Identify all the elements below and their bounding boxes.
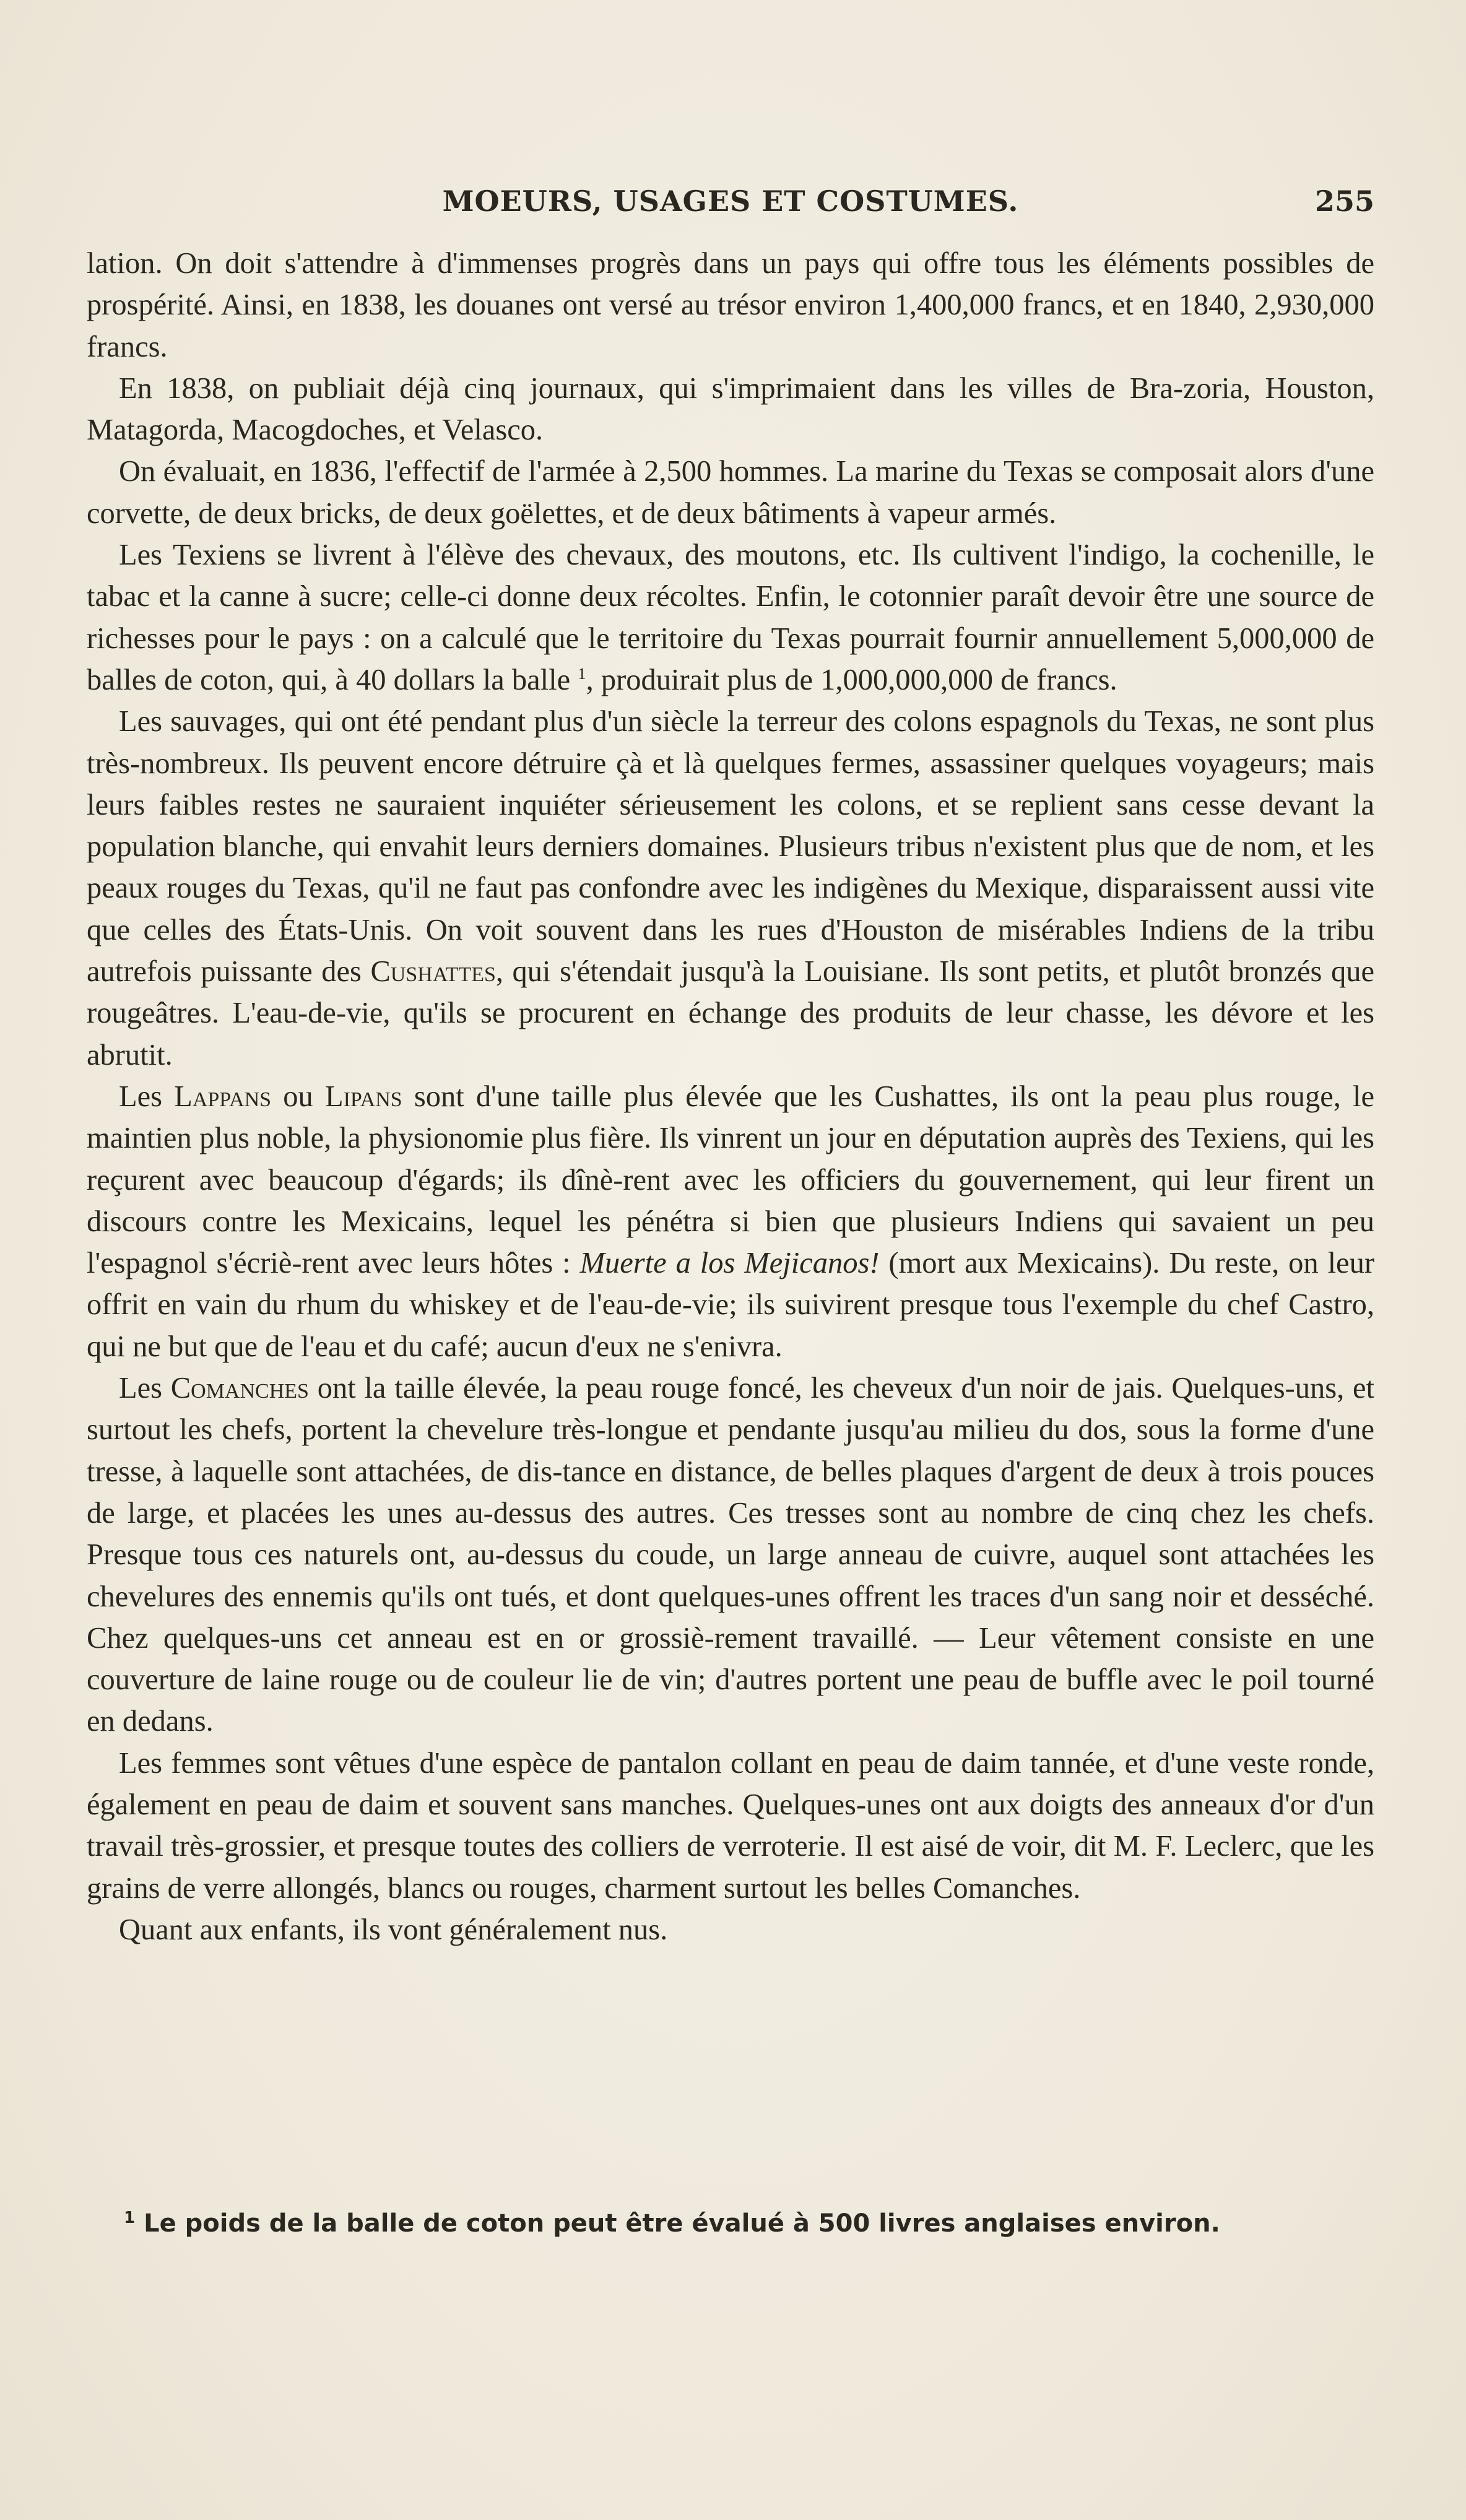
tribe-name-comanches: Comanches <box>170 1372 309 1405</box>
lipans-text-start: Les <box>119 1080 163 1113</box>
paragraph-children: Quant aux enfants, ils vont généralement nus. <box>119 1913 668 1946</box>
spanish-quote: Muerte a los Mejicanos! <box>579 1247 880 1280</box>
paragraph-continuation: lation. On doit s'attendre à d'immenses progrès dans un pays qui offre tous les éléments possibles de prospérité. Ainsi, en 1838, les douanes ont versé au trésor environ 1,400,000 francs, et en 1840, 2,930,000 francs. <box>87 247 1374 363</box>
paragraph-women: Les femmes sont vêtues d'une espèce de pantalon collant en peau de daim tannée, et d'une veste ronde, également en peau de daim et souvent sans manches. Quelques-unes ont aux doigts des anneaux d'or d'un travail très-grossier, et presque toutes des colliers de verroterie. Il est aisé de voir, dit M. F. Leclerc, que les grains de verre allongés, blancs ou rouges, charment surtout les belles Comanches. <box>87 1746 1374 1905</box>
comanches-text-start: Les <box>119 1372 163 1405</box>
agriculture-text-1: Les Texiens se livrent à l'élève des chevaux, des moutons, etc. Ils cultivent l'indigo, la cochenille, le tabac et la canne à sucre; celle-ci donne deux récoltes. Enfin, le cotonnier paraît devoir être une source de richesses pour le pays : on a calculé que le territoire du Texas pourrait fournir annuellement 5,000,000 de balles de coton, qui, à 40 dollars la balle <box>87 539 1374 696</box>
tribe-name-lappans: Lappans <box>174 1080 272 1113</box>
savages-text-1: Les sauvages, qui ont été pendant plus d'un siècle la terreur des colons espagnols du Texas, ne sont plus très-nombreux. Ils peuvent encore détruire çà et là quelques fermes, assassiner quelques voyageurs; mais leurs faibles restes ne sauraient inquiéter sérieusement les colons, et se replient sans cesse devant la population blanche, qui envahit leurs derniers domaines. Plusieurs tribus n'existent plus que de nom, et les peaux rouges du Texas, qu'il ne faut pas confondre avec les indigènes du Mexique, disparaissent aussi vite que celles des États-Unis. On voit souvent dans les rues d'Houston de misérables Indiens de la tribu autrefois puissante des <box>87 705 1374 989</box>
lipans-text-1: sont d'une taille plus élevée que les Cushattes, ils ont la peau plus rouge, le maintien plus noble, la physionomie plus fière. Ils vinrent un jour en députation auprès des Texiens, qui les reçurent avec beaucoup d'égards; ils dînè-rent avec les officiers du gouvernement, qui leur firent un discours contre les Mexicains, lequel les pénétra si bien que plusieurs Indiens qui savaient un peu l'espagnol s'écriè-rent avec leurs hôtes : <box>87 1080 1375 1280</box>
running-title: MOEURS, USAGES ET COSTUMES. <box>442 184 1019 218</box>
lipans-text-or: ou <box>283 1080 313 1113</box>
footnote-reference: 1 <box>578 664 586 683</box>
footnote <box>124 2201 1362 2241</box>
footnote-text: Le poids de la balle de coton peut être évalué à 500 livres anglaises environ. <box>144 2209 1220 2238</box>
footnote-mark: 1 <box>124 2209 136 2227</box>
paragraph-agriculture <box>87 534 1374 701</box>
body-text <box>87 243 1374 1951</box>
lipans-text-2: (mort aux Mexicains). Du reste, on leur offrit en vain du rhum du whiskey et de l'eau-de-vie; ils suivirent presque tous l'exemple du chef Castro, qui ne but que de l'eau et du café; aucun d'eux ne s'enivra. <box>87 1247 1374 1363</box>
paragraph-savages <box>87 701 1374 1076</box>
tribe-name-lipans: Lipans <box>324 1080 402 1113</box>
agriculture-text-2: , produirait plus de 1,000,000,000 de francs. <box>586 663 1117 696</box>
page-header <box>87 184 1374 228</box>
tribe-name-cushattes: Cushattes <box>370 955 496 989</box>
comanches-text-rest: ont la taille élevée, la peau rouge foncé, les cheveux d'un noir de jais. Quelques-uns, et surtout les chefs, portent la chevelure très-longue et pendante jusqu'au milieu du dos, sous la forme d'une tresse, à laquelle sont attachées, de dis-tance en distance, de belles plaques d'argent de deux à trois pouces de large, et placées les unes au-dessus des autres. Ces tresses sont au nombre de cinq chez les chefs. Presque tous ces naturels ont, au-dessus du coude, un large anneau de cuivre, auquel sont attachées les chevelures des ennemis qu'ils ont tués, et dont quelques-unes offrent les traces d'un sang noir et desséché. Chez quelques-uns cet anneau est en or grossiè-rement travaillé. — Leur vêtement consiste en une couverture de laine rouge ou de couleur lie de vin; d'autres portent une peau de buffle avec le poil tourné en dedans. <box>87 1372 1374 1738</box>
paragraph-comanches <box>87 1367 1374 1743</box>
paragraph-army: On évaluait, en 1836, l'effectif de l'armée à 2,500 hommes. La marine du Texas se composait alors d'une corvette, de deux bricks, de deux goëlettes, et de deux bâtiments à vapeur armés. <box>87 455 1374 530</box>
paragraph-newspapers: En 1838, on publiait déjà cinq journaux, qui s'imprimaient dans les villes de Bra-zoria, Houston, Matagorda, Macogdoches, et Velasco. <box>87 371 1374 447</box>
paragraph-lipans <box>87 1076 1374 1367</box>
savages-text-2: , qui s'étendait jusqu'à la Louisiane. Ils sont petits, et plutôt bronzés que rougeâtres. L'eau-de-vie, qu'ils se procurent en échange des produits de leur chasse, les dévore et les abrutit. <box>87 955 1375 1072</box>
page-number: 255 <box>1314 184 1374 218</box>
